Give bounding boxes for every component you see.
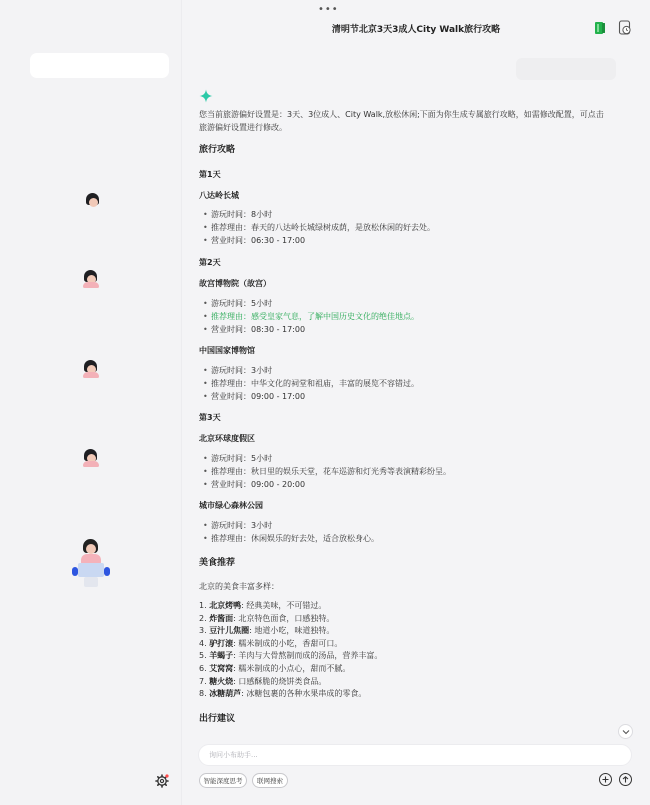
food-item [199, 663, 382, 676]
food-item [199, 600, 382, 613]
sparkle-icon [199, 89, 213, 103]
food-desc: : 地道小吃，味道独特。 [249, 626, 335, 636]
list-item: • 营业时间：09:00 - 20:00 [203, 478, 451, 491]
list-item: • 游玩时间：5小时 [203, 452, 451, 465]
book-green-icon[interactable] [594, 21, 606, 35]
food-name: 羊蝎子 [209, 651, 234, 661]
web-search-toggle[interactable]: 联网搜索 [252, 773, 288, 788]
food-number: 4. [199, 638, 207, 648]
list-item: • 推荐理由：休闲娱乐的好去处，适合放松身心。 [203, 532, 379, 545]
place-details [203, 519, 379, 545]
list-item-highlighted: • 推荐理由：感受皇家气息，了解中国历史文化的绝佳地点。 [203, 310, 419, 323]
food-item [199, 688, 382, 701]
food-item [199, 613, 382, 626]
food-number: 7. [199, 676, 207, 686]
food-number: 2. [199, 613, 207, 623]
place-name: 故宫博物院（故宫） [199, 279, 271, 288]
history-item-avatar[interactable] [81, 360, 101, 378]
list-item: • 推荐理由：春天的八达岭长城绿树成荫，是放松休闲的好去处。 [203, 221, 435, 234]
food-name: 豆汁儿焦圈 [209, 626, 250, 636]
chevron-down-icon[interactable] [618, 724, 633, 739]
food-item [199, 650, 382, 663]
deep-think-toggle[interactable]: 智能深度思考 [199, 773, 247, 788]
place-details [203, 452, 451, 491]
history-item-avatar[interactable] [81, 270, 101, 288]
food-number: 3. [199, 626, 207, 636]
chat-input[interactable]: 询问小布助手... [198, 744, 632, 766]
sidebar-search-box[interactable] [30, 53, 169, 78]
food-desc: : 北京特色面食，口感独特。 [233, 613, 335, 623]
food-desc: : 糯米制成的小点心，甜而不腻。 [233, 663, 351, 673]
intro-text: 您当前旅游偏好设置是：3天、3位成人、City Walk,放松休闲;下面为你生成专属旅行攻略，如需修改配置，可点击旅游偏好设置进行修改。 [199, 110, 604, 132]
food-number: 6. [199, 663, 207, 673]
history-icon[interactable] [618, 20, 632, 36]
place-name: 城市绿心森林公园 [199, 501, 263, 510]
page-title: 清明节北京3天3成人City Walk旅行攻略 [331, 25, 501, 35]
list-item: • 游玩时间：3小时 [203, 519, 379, 532]
send-icon[interactable] [619, 773, 632, 786]
place-name: 八达岭长城 [199, 191, 239, 200]
food-desc: : 经典美味，不可错过。 [241, 601, 327, 610]
food-name: 北京烤鸭 [209, 601, 242, 610]
list-item: • 游玩时间：3小时 [203, 364, 419, 377]
place-details [203, 364, 419, 403]
food-name: 冰糖葫芦 [209, 689, 242, 699]
list-item: • 营业时间：09:00 - 17:00 [203, 390, 419, 403]
assistant-illustration [70, 535, 112, 590]
history-item-avatar[interactable] [81, 449, 101, 467]
list-item: • 游玩时间：5小时 [203, 297, 419, 310]
section-title-advice: 出行建议 [199, 714, 236, 724]
food-item [199, 625, 382, 638]
place-details [203, 208, 435, 247]
place-name: 北京环球度假区 [199, 434, 255, 443]
faded-panel [516, 58, 616, 80]
food-name: 糖火烧 [209, 676, 234, 686]
list-item: • 营业时间：08:30 - 17:00 [203, 323, 419, 336]
list-item: • 营业时间：06:30 - 17:00 [203, 234, 435, 247]
food-list [199, 600, 382, 701]
list-item: • 游玩时间：8小时 [203, 208, 435, 221]
food-desc: : 羊肉与大骨熬制而成的汤品，营养丰富。 [233, 651, 383, 661]
food-item [199, 676, 382, 689]
food-name: 驴打滚 [209, 638, 234, 648]
food-name: 艾窝窝 [209, 663, 234, 673]
section-title-itinerary: 旅行攻略 [199, 145, 236, 155]
day-label: 第1天 [199, 170, 221, 179]
food-intro: 北京的美食丰富多样： [199, 582, 279, 591]
place-details [203, 297, 419, 336]
food-name: 炸酱面 [209, 613, 234, 623]
food-number: 8. [199, 689, 207, 699]
list-item: • 推荐理由：中华文化的祠堂和祖庙，丰富的展览不容错过。 [203, 377, 419, 390]
place-name: 中国国家博物馆 [199, 346, 255, 355]
food-number: 1. [199, 601, 207, 610]
day-label: 第3天 [199, 413, 221, 422]
plus-icon[interactable] [599, 773, 612, 786]
food-desc: : 糯米制成的小吃，香甜可口。 [233, 638, 343, 648]
food-desc: : 口感酥脆的烧饼类食品。 [233, 676, 327, 686]
day-label: 第2天 [199, 258, 221, 267]
sidebar [0, 0, 182, 805]
gear-icon[interactable] [155, 774, 169, 788]
food-number: 5. [199, 651, 207, 661]
window-drag-dots[interactable]: ••• [318, 4, 339, 15]
food-item [199, 638, 382, 651]
section-title-food: 美食推荐 [199, 558, 236, 568]
food-desc: : 冰糖包裹的各种水果串成的零食。 [241, 689, 367, 699]
list-item: • 推荐理由：秋日里的娱乐天堂，花车巡游和灯光秀等表演精彩纷呈。 [203, 465, 451, 478]
history-item-avatar[interactable] [83, 193, 103, 211]
